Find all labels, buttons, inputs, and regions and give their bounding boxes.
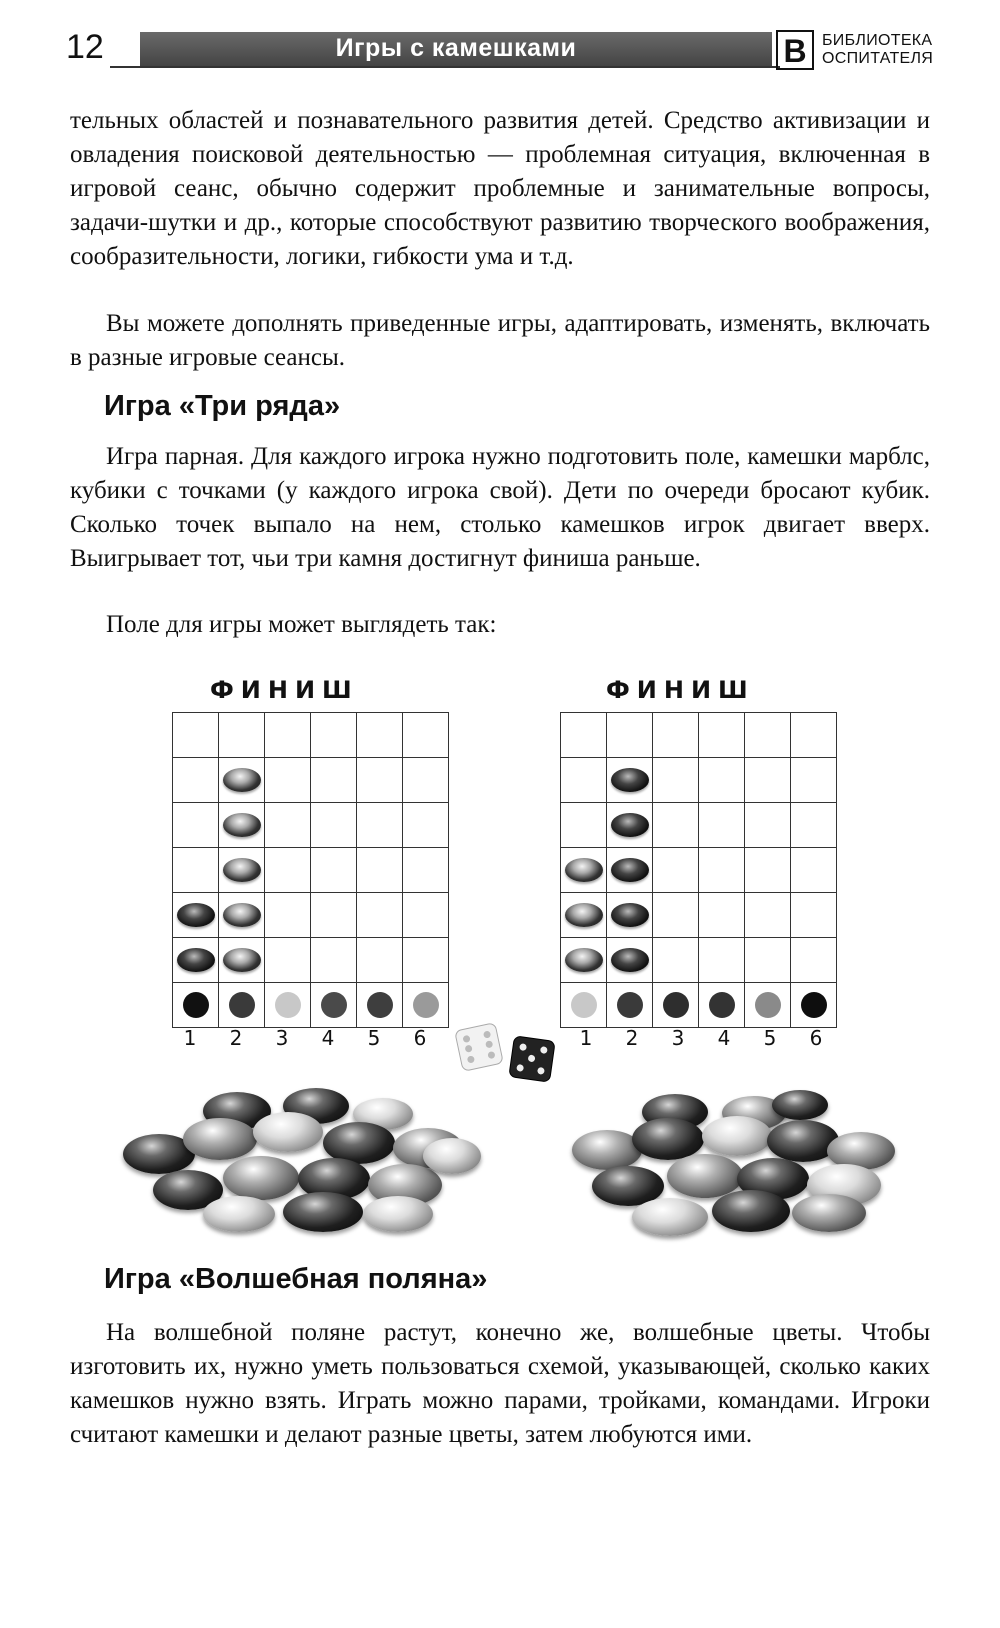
- glass-stone-icon: [702, 1116, 772, 1156]
- marble-stone-icon: [611, 768, 649, 792]
- column-number: 3: [275, 1026, 289, 1050]
- marble-stone-icon: [223, 948, 261, 972]
- board-cell: [607, 713, 653, 758]
- board-cell: [265, 938, 311, 983]
- board-cell: [791, 893, 837, 938]
- column-number: 1: [183, 1026, 197, 1050]
- glass-stone-icon: [253, 1112, 323, 1152]
- start-dot-icon: [617, 992, 643, 1018]
- board-cell: [745, 938, 791, 983]
- marble-stone-icon: [565, 858, 603, 882]
- game-board-left: [172, 712, 449, 1028]
- glass-stone-icon: [772, 1090, 828, 1120]
- board-cell: [219, 893, 265, 938]
- board-cell: [311, 848, 357, 893]
- board-cell: [607, 893, 653, 938]
- board-cell: [699, 713, 745, 758]
- start-dot-icon: [413, 992, 439, 1018]
- running-header-title: Игры с камешками: [335, 34, 577, 62]
- board-cell: [357, 893, 403, 938]
- board-cell: [265, 713, 311, 758]
- board-cell: [173, 758, 219, 803]
- glass-stone-icon: [792, 1194, 866, 1232]
- glass-stone-icon: [363, 1196, 433, 1232]
- board-cell: [219, 803, 265, 848]
- column-numbers-left: [167, 1026, 443, 1050]
- black-die-icon: [508, 1035, 555, 1082]
- marble-stone-icon: [611, 948, 649, 972]
- board-cell: [607, 758, 653, 803]
- finish-label-left: ФИНИШ: [210, 676, 359, 704]
- board-cell: [357, 803, 403, 848]
- glass-stone-icon: [712, 1190, 790, 1232]
- heading-three-rows: Игра «Три ряда»: [104, 390, 341, 422]
- board-cell: [745, 893, 791, 938]
- board-cell: [791, 758, 837, 803]
- column-number: 6: [809, 1026, 823, 1050]
- board-cell: [699, 803, 745, 848]
- marble-stone-icon: [565, 903, 603, 927]
- board-cell: [561, 758, 607, 803]
- board-cell: [219, 713, 265, 758]
- start-dot-icon: [321, 992, 347, 1018]
- board-cell: [219, 848, 265, 893]
- marble-stone-icon: [611, 903, 649, 927]
- start-dot-icon: [367, 992, 393, 1018]
- board-cell: [311, 713, 357, 758]
- board-cell: [653, 983, 699, 1028]
- board-cell: [403, 983, 449, 1028]
- board-cell: [265, 803, 311, 848]
- board-cell: [791, 938, 837, 983]
- paragraph-adapt-games: Вы можете дополнять приведенные игры, адаптировать, изменять, включать в разные игровые сеансы.: [70, 310, 930, 371]
- start-dot-icon: [663, 992, 689, 1018]
- board-cell: [357, 758, 403, 803]
- board-cell: [745, 983, 791, 1028]
- start-dot-icon: [801, 992, 827, 1018]
- board-cell: [173, 803, 219, 848]
- marble-stone-icon: [177, 903, 215, 927]
- glass-stone-icon: [223, 1156, 299, 1200]
- board-cell: [699, 893, 745, 938]
- start-dot-icon: [755, 992, 781, 1018]
- column-number: 5: [367, 1026, 381, 1050]
- board-cell: [357, 983, 403, 1028]
- column-number: 4: [717, 1026, 731, 1050]
- board-cell: [219, 983, 265, 1028]
- board-cell: [265, 893, 311, 938]
- column-number: 2: [625, 1026, 639, 1050]
- board-cell: [357, 713, 403, 758]
- column-number: 4: [321, 1026, 335, 1050]
- start-dot-icon: [709, 992, 735, 1018]
- glass-stone-icon: [183, 1118, 257, 1160]
- board-cell: [173, 713, 219, 758]
- marble-stone-icon: [565, 948, 603, 972]
- board-cell: [607, 848, 653, 893]
- board-cell: [311, 758, 357, 803]
- board-cell: [653, 938, 699, 983]
- column-number: 3: [671, 1026, 685, 1050]
- glass-stone-icon: [203, 1196, 275, 1232]
- board-cell: [607, 938, 653, 983]
- board-cell: [699, 848, 745, 893]
- column-numbers-right: [563, 1026, 839, 1050]
- board-cell: [561, 713, 607, 758]
- marble-stone-icon: [223, 768, 261, 792]
- board-cell: [653, 713, 699, 758]
- board-cell: [219, 938, 265, 983]
- board-cell: [607, 803, 653, 848]
- board-cell: [219, 758, 265, 803]
- board-cell: [357, 848, 403, 893]
- paragraph-field-intro: Поле для игры может выглядеть так:: [106, 611, 497, 638]
- finish-label-right: ФИНИШ: [606, 676, 755, 704]
- column-number: 6: [413, 1026, 427, 1050]
- marble-stone-icon: [223, 858, 261, 882]
- board-cell: [265, 983, 311, 1028]
- board-cell: [607, 983, 653, 1028]
- heading-magic-meadow: Игра «Волшебная поляна»: [104, 1263, 488, 1295]
- board-cell: [265, 758, 311, 803]
- start-dot-icon: [183, 992, 209, 1018]
- marble-stone-icon: [611, 858, 649, 882]
- column-number: 1: [579, 1026, 593, 1050]
- board-cell: [699, 758, 745, 803]
- white-die-icon: [454, 1022, 504, 1072]
- board-cell: [173, 893, 219, 938]
- board-cell: [561, 848, 607, 893]
- board-cell: [311, 938, 357, 983]
- board-cell: [653, 803, 699, 848]
- board-cell: [173, 983, 219, 1028]
- game-board-right: [560, 712, 837, 1028]
- marble-stone-icon: [223, 903, 261, 927]
- board-cell: [403, 713, 449, 758]
- glass-stone-icon: [423, 1138, 481, 1174]
- glass-stone-icon: [632, 1118, 704, 1160]
- board-cell: [311, 803, 357, 848]
- glass-stone-icon: [283, 1192, 363, 1232]
- page-number: 12: [66, 28, 104, 66]
- glass-stone-icon: [667, 1154, 743, 1198]
- paragraph-three-rows-rules: Игра парная. Для каждого игрока нужно подготовить поле, камешки марблс, кубики с точками (у каждого игрока свой). Дети по очереди бросают кубик. Сколько точек выпало на нем, столько камешков игрок двигает вверх. Выигрывает тот, чьи три камня достигнут финиша раньше.: [70, 443, 930, 572]
- board-cell: [791, 848, 837, 893]
- board-cell: [699, 983, 745, 1028]
- board-cell: [561, 938, 607, 983]
- board-cell: [357, 938, 403, 983]
- board-cell: [311, 893, 357, 938]
- series-logo-line1: БИБЛИОТЕКА: [822, 32, 933, 49]
- column-number: 2: [229, 1026, 243, 1050]
- board-cell: [561, 893, 607, 938]
- start-dot-icon: [229, 992, 255, 1018]
- marble-stone-icon: [611, 813, 649, 837]
- board-cell: [403, 803, 449, 848]
- header-rule: [110, 66, 780, 68]
- board-cell: [173, 938, 219, 983]
- board-cell: [653, 893, 699, 938]
- paragraph-continuation: тельных областей и познавательного развития детей. Средство активизации и овладения поисковой деятельностью — проблемная ситуация, включенная в игровой сеанс, обычно содержит проблемные и занимательные вопросы, задачи-шутки и др., которые способствуют развитию творческого воображения, сообразительности, логики, гибкости ума и т.д.: [70, 107, 930, 270]
- board-cell: [403, 938, 449, 983]
- column-number: 5: [763, 1026, 777, 1050]
- board-cell: [561, 983, 607, 1028]
- marble-stone-icon: [223, 813, 261, 837]
- series-logo-text: [822, 32, 933, 68]
- board-cell: [699, 938, 745, 983]
- board-cell: [745, 803, 791, 848]
- board-cell: [561, 803, 607, 848]
- marble-stone-icon: [177, 948, 215, 972]
- start-dot-icon: [275, 992, 301, 1018]
- board-cell: [653, 848, 699, 893]
- board-cell: [265, 848, 311, 893]
- board-cell: [653, 758, 699, 803]
- board-cell: [791, 713, 837, 758]
- board-cell: [173, 848, 219, 893]
- series-logo-letter: В: [776, 30, 814, 70]
- glass-stone-icon: [632, 1198, 708, 1236]
- start-dot-icon: [571, 992, 597, 1018]
- board-cell: [791, 803, 837, 848]
- board-cell: [745, 713, 791, 758]
- board-cell: [745, 758, 791, 803]
- paragraph-magic-meadow: На волшебной поляне растут, конечно же, волшебные цветы. Чтобы изготовить их, нужно уметь пользоваться схемой, указывающей, сколько каких камешков нужно взять. Играть можно парами, тройками, командами. Игроки считают камешки и делают разные цветы, затем любуются ими.: [70, 1319, 930, 1448]
- board-cell: [403, 758, 449, 803]
- series-logo-line2: ОСПИТАТЕЛЯ: [822, 50, 934, 67]
- board-cell: [403, 848, 449, 893]
- board-cell: [311, 983, 357, 1028]
- board-cell: [745, 848, 791, 893]
- board-cell: [791, 983, 837, 1028]
- board-cell: [403, 893, 449, 938]
- running-header: [140, 32, 772, 68]
